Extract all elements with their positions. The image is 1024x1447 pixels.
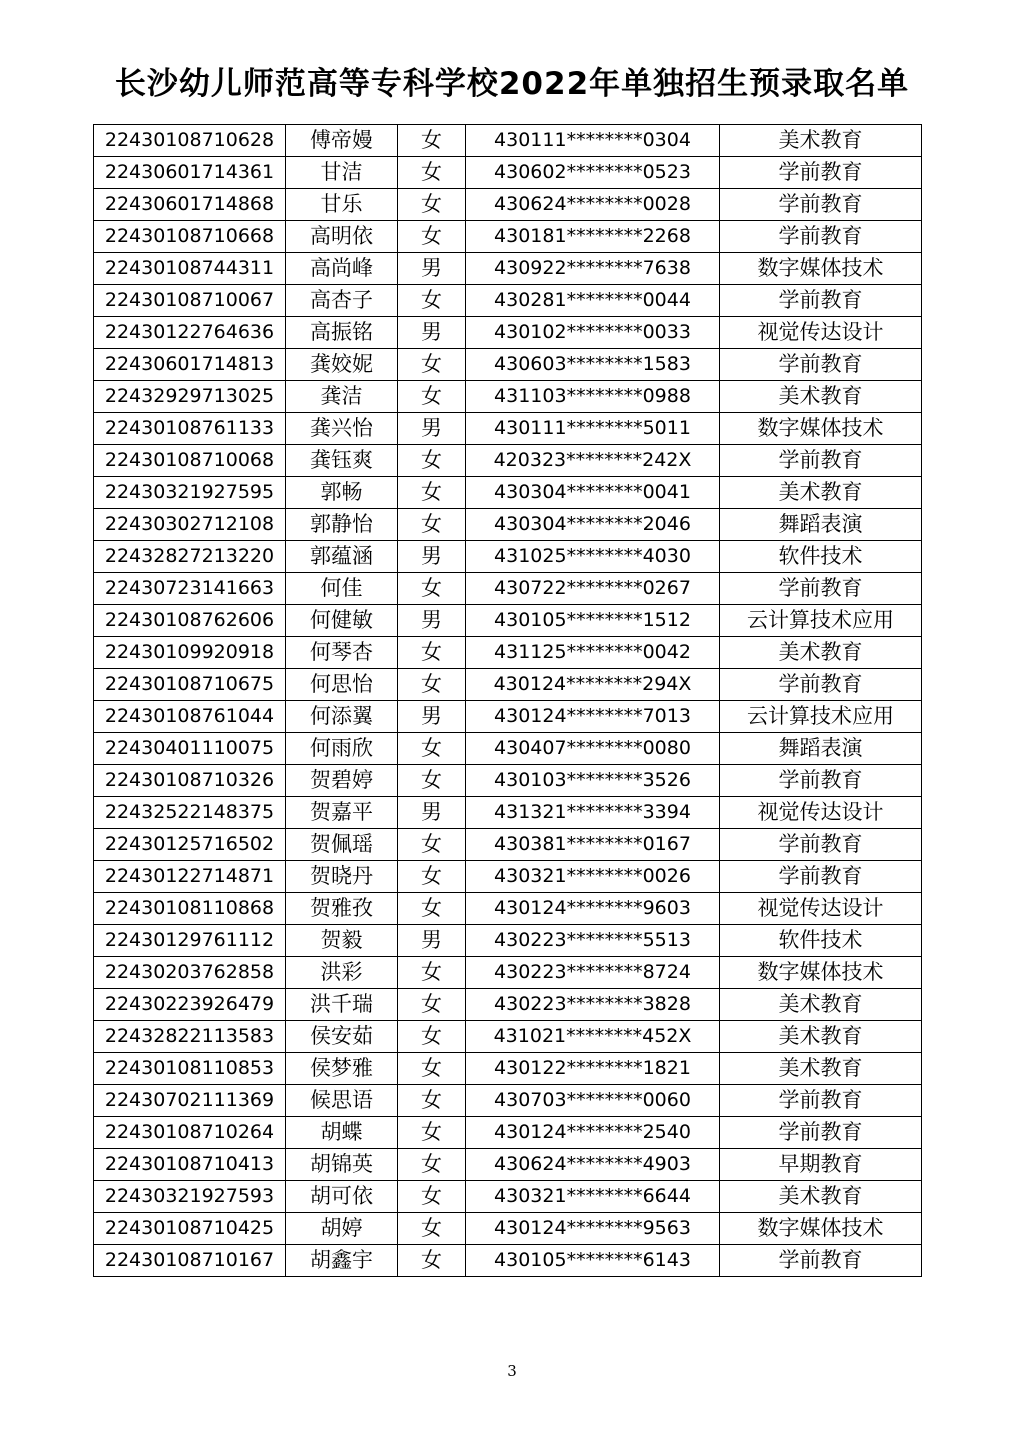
exam-number-cell: 22430108110853 [94,1053,286,1085]
gender-cell: 女 [398,861,466,893]
name-cell: 高明依 [286,221,398,253]
id-card-cell: 430124********2540 [466,1117,720,1149]
table-row [94,925,922,957]
table-row [94,221,922,253]
table-row [94,605,922,637]
major-cell: 数字媒体技术 [720,957,922,989]
name-cell: 龚姣妮 [286,349,398,381]
table-row [94,637,922,669]
gender-cell: 男 [398,925,466,957]
table-row [94,829,922,861]
exam-number-cell: 22430108762606 [94,605,286,637]
admission-table [93,124,922,1277]
major-cell: 美术教育 [720,637,922,669]
name-cell: 何琴杏 [286,637,398,669]
table-row [94,413,922,445]
gender-cell: 女 [398,157,466,189]
exam-number-cell: 22430108710425 [94,1213,286,1245]
gender-cell: 女 [398,1085,466,1117]
table-row [94,509,922,541]
id-card-cell: 431103********0988 [466,381,720,413]
major-cell: 学前教育 [720,189,922,221]
page-title: 长沙幼儿师范高等专科学校2022年单独招生预录取名单 [114,66,910,102]
gender-cell: 男 [398,797,466,829]
gender-cell: 女 [398,1245,466,1277]
exam-number-cell: 22430108710628 [94,125,286,157]
exam-number-cell: 22430108744311 [94,253,286,285]
table-row [94,861,922,893]
table-row [94,1085,922,1117]
exam-number-cell: 22430223926479 [94,989,286,1021]
major-cell: 舞蹈表演 [720,733,922,765]
gender-cell: 女 [398,285,466,317]
major-cell: 视觉传达设计 [720,893,922,925]
name-cell: 傅帝嫚 [286,125,398,157]
id-card-cell: 430105********6143 [466,1245,720,1277]
id-card-cell: 430223********3828 [466,989,720,1021]
table-row [94,989,922,1021]
id-card-cell: 430722********0267 [466,573,720,605]
id-card-cell: 430124********9563 [466,1213,720,1245]
exam-number-cell: 22432929713025 [94,381,286,413]
id-card-cell: 430122********1821 [466,1053,720,1085]
gender-cell: 女 [398,733,466,765]
id-card-cell: 430624********4903 [466,1149,720,1181]
exam-number-cell: 22430129761112 [94,925,286,957]
name-cell: 龚钰爽 [286,445,398,477]
table-row [94,1181,922,1213]
gender-cell: 女 [398,669,466,701]
exam-number-cell: 22430108710668 [94,221,286,253]
exam-number-cell: 22430108761044 [94,701,286,733]
table-row [94,541,922,573]
gender-cell: 女 [398,637,466,669]
gender-cell: 男 [398,605,466,637]
table-row [94,381,922,413]
name-cell: 郭静怡 [286,509,398,541]
id-card-cell: 430281********0044 [466,285,720,317]
id-card-cell: 430321********6644 [466,1181,720,1213]
name-cell: 贺碧婷 [286,765,398,797]
major-cell: 学前教育 [720,669,922,701]
name-cell: 贺佩瑶 [286,829,398,861]
exam-number-cell: 22430108710167 [94,1245,286,1277]
exam-number-cell: 22430601714813 [94,349,286,381]
major-cell: 美术教育 [720,381,922,413]
gender-cell: 女 [398,957,466,989]
major-cell: 软件技术 [720,925,922,957]
name-cell: 何健敏 [286,605,398,637]
name-cell: 贺雅孜 [286,893,398,925]
id-card-cell: 430922********7638 [466,253,720,285]
major-cell: 学前教育 [720,349,922,381]
name-cell: 胡蝶 [286,1117,398,1149]
id-card-cell: 430111********5011 [466,413,720,445]
table-row [94,125,922,157]
gender-cell: 女 [398,829,466,861]
id-card-cell: 430124********7013 [466,701,720,733]
name-cell: 胡可依 [286,1181,398,1213]
table-row [94,157,922,189]
name-cell: 贺毅 [286,925,398,957]
id-card-cell: 430603********1583 [466,349,720,381]
major-cell: 美术教育 [720,477,922,509]
id-card-cell: 430304********0041 [466,477,720,509]
exam-number-cell: 22430108761133 [94,413,286,445]
exam-number-cell: 22430601714361 [94,157,286,189]
name-cell: 甘洁 [286,157,398,189]
major-cell: 学前教育 [720,765,922,797]
gender-cell: 女 [398,349,466,381]
exam-number-cell: 22430108710326 [94,765,286,797]
gender-cell: 女 [398,477,466,509]
major-cell: 美术教育 [720,1053,922,1085]
exam-number-cell: 22430122714871 [94,861,286,893]
major-cell: 云计算技术应用 [720,605,922,637]
exam-number-cell: 22432522148375 [94,797,286,829]
id-card-cell: 430602********0523 [466,157,720,189]
gender-cell: 男 [398,253,466,285]
table-row [94,253,922,285]
gender-cell: 女 [398,1117,466,1149]
id-card-cell: 430321********0026 [466,861,720,893]
name-cell: 何雨欣 [286,733,398,765]
major-cell: 美术教育 [720,1021,922,1053]
gender-cell: 女 [398,1149,466,1181]
exam-number-cell: 22430108710068 [94,445,286,477]
name-cell: 胡鑫宇 [286,1245,398,1277]
gender-cell: 女 [398,381,466,413]
table-row [94,1021,922,1053]
gender-cell: 女 [398,765,466,797]
gender-cell: 女 [398,1053,466,1085]
id-card-cell: 430124********294X [466,669,720,701]
name-cell: 甘乐 [286,189,398,221]
major-cell: 数字媒体技术 [720,1213,922,1245]
id-card-cell: 430624********0028 [466,189,720,221]
gender-cell: 女 [398,509,466,541]
gender-cell: 女 [398,221,466,253]
table-row [94,701,922,733]
admission-table-body [94,125,922,1277]
table-row [94,765,922,797]
table-row [94,189,922,221]
exam-number-cell: 22430401110075 [94,733,286,765]
id-card-cell: 430102********0033 [466,317,720,349]
table-row [94,1245,922,1277]
major-cell: 美术教育 [720,1181,922,1213]
name-cell: 郭蕴涵 [286,541,398,573]
exam-number-cell: 22430108710413 [94,1149,286,1181]
id-card-cell: 431025********4030 [466,541,720,573]
major-cell: 学前教育 [720,445,922,477]
major-cell: 视觉传达设计 [720,797,922,829]
exam-number-cell: 22430321927593 [94,1181,286,1213]
exam-number-cell: 22432827213220 [94,541,286,573]
id-card-cell: 430181********2268 [466,221,720,253]
major-cell: 学前教育 [720,1245,922,1277]
exam-number-cell: 22430302712108 [94,509,286,541]
id-card-cell: 430304********2046 [466,509,720,541]
exam-number-cell: 22430203762858 [94,957,286,989]
id-card-cell: 430407********0080 [466,733,720,765]
id-card-cell: 430223********5513 [466,925,720,957]
id-card-cell: 430381********0167 [466,829,720,861]
gender-cell: 女 [398,189,466,221]
exam-number-cell: 22430601714868 [94,189,286,221]
name-cell: 何佳 [286,573,398,605]
name-cell: 龚兴怡 [286,413,398,445]
major-cell: 数字媒体技术 [720,253,922,285]
exam-number-cell: 22432822113583 [94,1021,286,1053]
id-card-cell: 431321********3394 [466,797,720,829]
exam-number-cell: 22430108110868 [94,893,286,925]
major-cell: 云计算技术应用 [720,701,922,733]
exam-number-cell: 22430108710067 [94,285,286,317]
gender-cell: 男 [398,541,466,573]
name-cell: 胡锦英 [286,1149,398,1181]
gender-cell: 女 [398,1213,466,1245]
gender-cell: 男 [398,701,466,733]
major-cell: 学前教育 [720,285,922,317]
exam-number-cell: 22430702111369 [94,1085,286,1117]
name-cell: 郭畅 [286,477,398,509]
major-cell: 视觉传达设计 [720,317,922,349]
table-row [94,893,922,925]
major-cell: 美术教育 [720,125,922,157]
id-card-cell: 431125********0042 [466,637,720,669]
table-row [94,1053,922,1085]
gender-cell: 女 [398,989,466,1021]
table-row [94,797,922,829]
exam-number-cell: 22430109920918 [94,637,286,669]
gender-cell: 女 [398,893,466,925]
exam-number-cell: 22430125716502 [94,829,286,861]
table-row [94,285,922,317]
major-cell: 软件技术 [720,541,922,573]
id-card-cell: 430105********1512 [466,605,720,637]
name-cell: 贺晓丹 [286,861,398,893]
major-cell: 学前教育 [720,573,922,605]
table-row [94,957,922,989]
major-cell: 学前教育 [720,1117,922,1149]
name-cell: 高杏子 [286,285,398,317]
major-cell: 美术教育 [720,989,922,1021]
name-cell: 龚洁 [286,381,398,413]
table-row [94,349,922,381]
exam-number-cell: 22430108710675 [94,669,286,701]
name-cell: 候思语 [286,1085,398,1117]
name-cell: 侯安茹 [286,1021,398,1053]
gender-cell: 女 [398,1181,466,1213]
name-cell: 胡婷 [286,1213,398,1245]
name-cell: 洪彩 [286,957,398,989]
exam-number-cell: 22430723141663 [94,573,286,605]
id-card-cell: 430103********3526 [466,765,720,797]
name-cell: 洪千瑞 [286,989,398,1021]
table-row [94,1213,922,1245]
id-card-cell: 431021********452X [466,1021,720,1053]
name-cell: 何添翼 [286,701,398,733]
exam-number-cell: 22430321927595 [94,477,286,509]
major-cell: 舞蹈表演 [720,509,922,541]
name-cell: 高尚峰 [286,253,398,285]
name-cell: 侯梦雅 [286,1053,398,1085]
id-card-cell: 430124********9603 [466,893,720,925]
exam-number-cell: 22430108710264 [94,1117,286,1149]
gender-cell: 男 [398,317,466,349]
table-row [94,669,922,701]
major-cell: 学前教育 [720,861,922,893]
table-row [94,477,922,509]
major-cell: 学前教育 [720,1085,922,1117]
name-cell: 高振铭 [286,317,398,349]
table-row [94,1149,922,1181]
gender-cell: 女 [398,1021,466,1053]
major-cell: 学前教育 [720,157,922,189]
gender-cell: 女 [398,573,466,605]
gender-cell: 男 [398,413,466,445]
id-card-cell: 430111********0304 [466,125,720,157]
exam-number-cell: 22430122764636 [94,317,286,349]
id-card-cell: 420323********242X [466,445,720,477]
table-row [94,733,922,765]
gender-cell: 女 [398,445,466,477]
major-cell: 数字媒体技术 [720,413,922,445]
major-cell: 早期教育 [720,1149,922,1181]
page-number: 3 [507,1362,517,1380]
id-card-cell: 430703********0060 [466,1085,720,1117]
table-row [94,1117,922,1149]
gender-cell: 女 [398,125,466,157]
table-row [94,573,922,605]
table-row [94,317,922,349]
major-cell: 学前教育 [720,221,922,253]
major-cell: 学前教育 [720,829,922,861]
table-row [94,445,922,477]
name-cell: 何思怡 [286,669,398,701]
name-cell: 贺嘉平 [286,797,398,829]
id-card-cell: 430223********8724 [466,957,720,989]
